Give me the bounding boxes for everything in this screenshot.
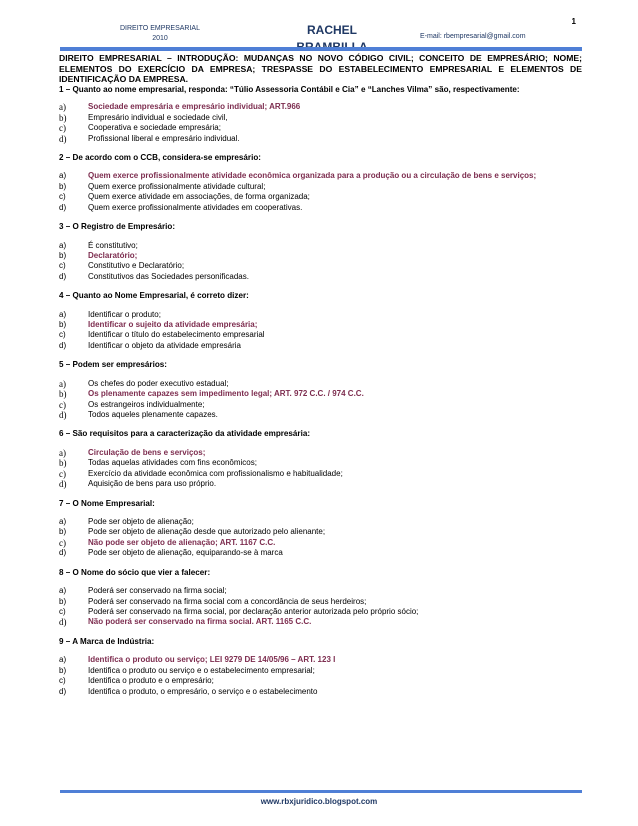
option-text: Circulação de bens e serviços; (88, 447, 206, 457)
option-text: Sociedade empresária e empresário individual; ART.966 (88, 102, 301, 112)
option-letter: d) (59, 686, 67, 696)
document-body (59, 53, 582, 790)
answer-option-correct (59, 251, 582, 261)
page-number: 1 (571, 17, 576, 26)
answer-option (59, 410, 582, 420)
option-text: Pode ser objeto de alienação desde que autorizado pelo alienante; (88, 527, 326, 537)
option-text: Todas aquelas atividades com fins econômicos; (88, 458, 257, 468)
question-block (59, 360, 582, 420)
question-block (59, 85, 582, 144)
option-letter: c) (59, 399, 66, 410)
question-text: 6 – São requisitos para a caracterização da atividade empresária: (59, 429, 311, 439)
question-block (59, 637, 582, 697)
option-letter: b) (59, 458, 67, 469)
option-text: Todos aqueles plenamente capazes. (88, 410, 218, 419)
option-letter: d) (59, 271, 67, 281)
question-text: 3 – O Registro de Empresário: (59, 222, 176, 232)
footer-rule (60, 790, 582, 793)
option-text: Quem exerce profissionalmente atividade cultural; (88, 181, 266, 191)
option-text: Quem exerce profissionalmente atividade econômica organizada para a produção ou a circulação de bens e serviços; (88, 171, 537, 181)
course-title-line1: DIREITO EMPRESARIAL (119, 25, 200, 32)
option-text: Não pode ser objeto de alienação; ART. 1167 C.C. (88, 537, 276, 547)
answer-option (59, 241, 582, 251)
answer-option (59, 400, 582, 410)
answer-option-correct (59, 538, 582, 548)
option-letter: d) (59, 410, 67, 420)
course-title (108, 24, 212, 44)
option-letter: b) (59, 596, 67, 606)
answer-option (59, 123, 582, 133)
option-letter: c) (59, 676, 66, 686)
answer-option (59, 113, 582, 123)
question-block (59, 429, 582, 489)
answer-option (59, 192, 582, 202)
answer-option-correct (59, 389, 582, 399)
option-text: Pode ser objeto de alienação; (88, 517, 194, 527)
author-email: E-mail: rbempresarial@gmail.com (420, 33, 526, 40)
answer-option (59, 479, 582, 489)
option-letter: a) (59, 378, 66, 389)
option-letter: a) (59, 240, 67, 250)
answer-option (59, 527, 582, 537)
option-letter: b) (59, 320, 67, 330)
option-text: Identifica o produto e o empresário; (88, 676, 214, 686)
option-letter: a) (59, 586, 67, 596)
option-letter: c) (59, 330, 66, 340)
option-letter: c) (59, 606, 66, 616)
answer-option (59, 666, 582, 676)
answer-option-correct (59, 102, 582, 112)
option-text: Poderá ser conservado na firma social, por declaração anterior autorizada pelo próprio sócio; (88, 606, 419, 616)
question-text: 2 – De acordo com o CCB, considera-se empresário: (59, 152, 261, 162)
answer-option (59, 310, 582, 320)
question-list (59, 85, 582, 697)
answer-option (59, 597, 582, 607)
option-text: Poderá ser conservado na firma social com a concordância de seus herdeiros; (88, 596, 367, 606)
question-text: 4 – Quanto ao Nome Empresarial, é correto dizer: (59, 291, 249, 301)
question-block (59, 499, 582, 559)
answer-option-correct (59, 617, 582, 627)
question-block (59, 291, 582, 351)
option-text: Identifica o produto, o empresário, o serviço e o estabelecimento (88, 686, 318, 696)
option-text: Identificar o objeto da atividade empresária (88, 340, 241, 350)
answer-option (59, 458, 582, 468)
option-text: Quem exerce profissionalmente atividades em cooperativas. (88, 202, 303, 212)
option-text: Constitutivo e Declaratório; (88, 261, 185, 271)
option-letter: b) (59, 389, 67, 400)
answer-option (59, 341, 582, 351)
option-letter: c) (59, 261, 66, 271)
question-text: 8 – O Nome do sócio que vier a falecer: (59, 567, 211, 577)
footer-link[interactable]: www.rbxjuridico.blogspot.com (260, 797, 378, 806)
option-text: Quem exerce atividade em associações, de forma organizada; (88, 192, 310, 202)
document-title: DIREITO EMPRESARIAL – INTRODUÇÃO: MUDANÇAS NO NOVO CÓDIGO CIVIL; CONCEITO DE EMPRESÁRIO; NOME; ELEMENTOS DO EXERCÍCIO DA EMPRESA; TRESPASSE DO ESTABELECIMENTO EMPRESARIAL E ELEMENTOS DE IDENTIFICAÇÃO DA EMPRESA. (59, 53, 582, 85)
option-letter: d) (59, 340, 67, 350)
answer-option (59, 134, 582, 144)
option-letter: a) (59, 102, 66, 113)
answer-option (59, 469, 582, 479)
answer-option (59, 379, 582, 389)
option-letter: a) (59, 517, 67, 527)
question-text: 5 – Podem ser empresários: (59, 360, 167, 370)
option-text: Não poderá ser conservado na firma social. ART. 1165 C.C. (88, 617, 312, 627)
option-text: Identifica o produto ou serviço; LEI 9279 DE 14/05/96 – ART. 123 I (88, 655, 336, 665)
option-text: Identificar o sujeito da atividade empresária; (88, 320, 258, 330)
option-letter: a) (59, 309, 67, 319)
option-text: Poderá ser conservado na firma social; (88, 586, 227, 596)
question-text: 9 – A Marca de Indústria: (59, 636, 155, 646)
option-text: Os estrangeiros individualmente; (88, 399, 205, 409)
answer-option (59, 586, 582, 596)
option-text: Os chefes do poder executivo estadual; (88, 378, 229, 388)
option-text: Profissional liberal e empresário individual. (88, 133, 240, 143)
answer-option (59, 548, 582, 558)
option-text: É constitutivo; (88, 240, 138, 250)
answer-option-correct (59, 448, 582, 458)
question-text: 1 – Quanto ao nome empresarial, responda: “Túlio Assessoria Contábil e Cia” e “Lanches Vilma” são, respectivamente: (59, 84, 520, 94)
option-text: Identificar o produto; (88, 309, 161, 319)
option-text: Declaratório; (88, 250, 138, 260)
answer-option (59, 203, 582, 213)
option-letter: b) (59, 665, 67, 675)
option-text: Empresário individual e sociedade civil, (88, 112, 228, 122)
question-text: 7 – O Nome Empresarial: (59, 498, 155, 508)
option-letter: a) (59, 655, 67, 665)
option-text: Pode ser objeto de alienação, equiparando-se à marca (88, 548, 283, 558)
option-letter: d) (59, 479, 67, 490)
answer-option (59, 607, 582, 617)
answer-option (59, 272, 582, 282)
header-rule (60, 47, 582, 51)
option-letter: b) (59, 181, 67, 191)
answer-option-correct (59, 171, 582, 181)
option-letter: d) (59, 133, 67, 144)
option-letter: a) (59, 447, 66, 458)
option-letter: d) (59, 617, 67, 628)
option-letter: d) (59, 202, 67, 212)
option-text: Aquisição de bens para uso próprio. (88, 479, 217, 489)
option-letter: b) (59, 112, 67, 123)
answer-option-correct (59, 655, 582, 665)
question-block (59, 222, 582, 282)
option-text: Exercício da atividade econômica com profissionalismo e habitualidade; (88, 468, 343, 478)
answer-option (59, 687, 582, 697)
option-text: Cooperativa e sociedade empresária; (88, 123, 221, 133)
option-letter: c) (59, 192, 66, 202)
answer-option (59, 182, 582, 192)
option-letter: c) (59, 468, 66, 479)
course-title-line2: 2010 (152, 35, 168, 42)
answer-option (59, 261, 582, 271)
option-letter: c) (59, 537, 66, 548)
option-letter: c) (59, 123, 66, 134)
option-letter: b) (59, 527, 67, 537)
question-block (59, 568, 582, 628)
option-text: Os plenamente capazes sem impedimento legal; ART. 972 C.C. / 974 C.C. (88, 389, 364, 399)
answer-option (59, 330, 582, 340)
option-letter: b) (59, 250, 67, 260)
option-letter: d) (59, 548, 67, 558)
option-text: Constitutivos das Sociedades personificadas. (88, 271, 249, 281)
author-name-line1: RACHEL (307, 23, 357, 37)
answer-option (59, 676, 582, 686)
option-text: Identificar o título do estabelecimento empresarial (88, 330, 265, 340)
answer-option-correct (59, 320, 582, 330)
question-block (59, 153, 582, 213)
option-text: Identifica o produto ou serviço e o estabelecimento empresarial; (88, 665, 315, 675)
option-letter: a) (59, 171, 67, 181)
answer-option (59, 517, 582, 527)
